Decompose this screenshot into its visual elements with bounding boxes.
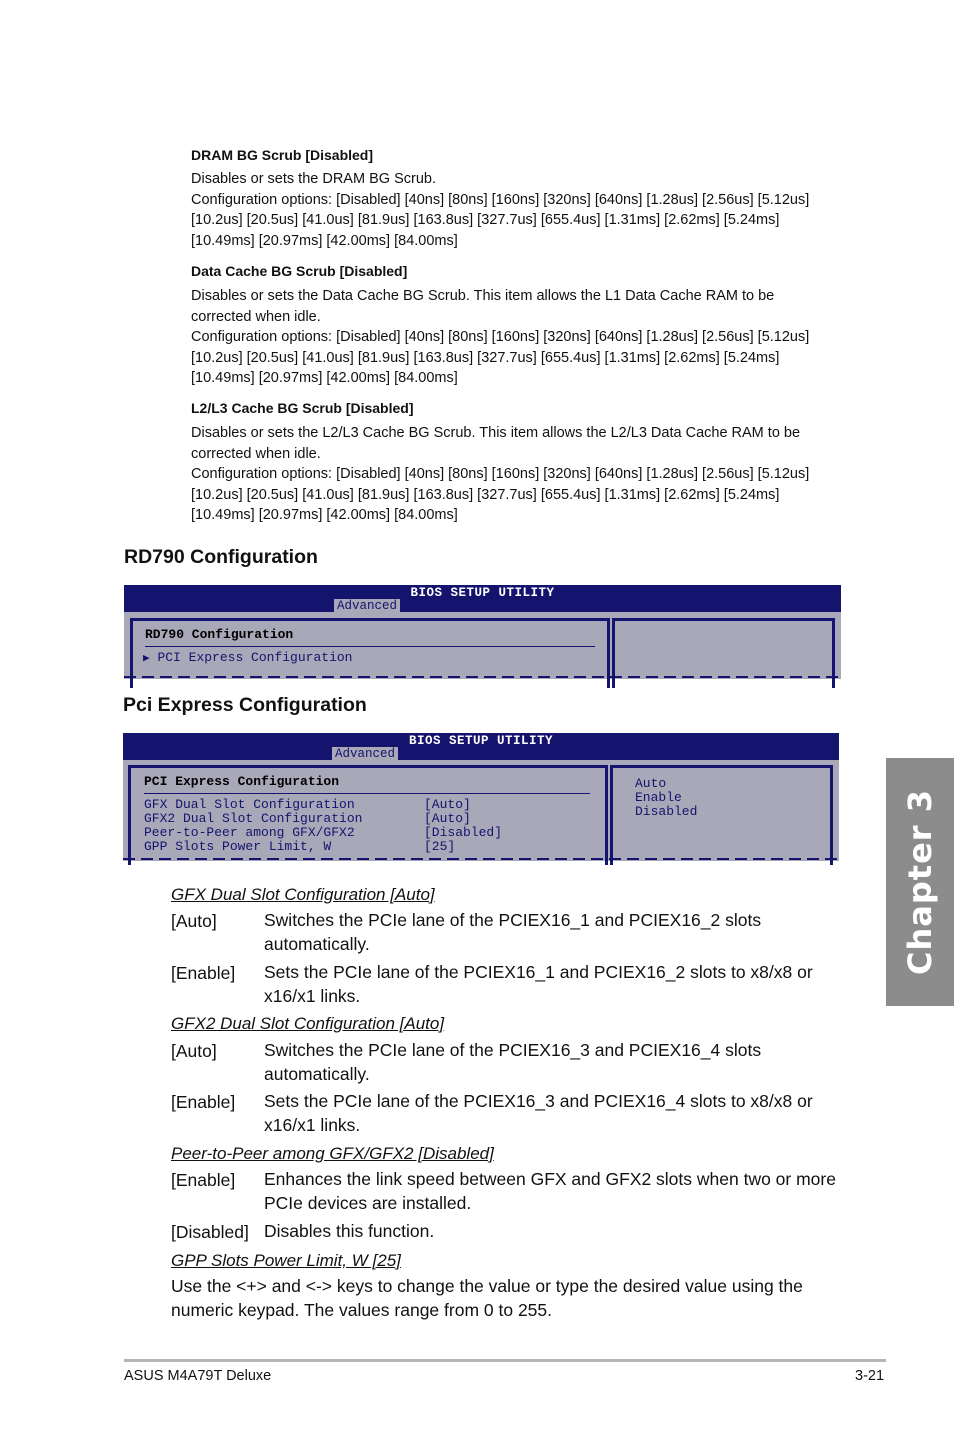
bios-setting-peer-to-peer[interactable] xyxy=(144,826,355,840)
bios-panel-title: PCI Express Configuration xyxy=(144,774,340,789)
tab-advanced[interactable]: Advanced xyxy=(334,599,400,613)
gpp-slots-power-limit-title: GPP Slots Power Limit, W [25] xyxy=(171,1251,401,1270)
option-description: Switches the PCIe lane of the PCIEX16_1 and PCIEX16_2 slots automatically. xyxy=(264,910,762,954)
footer-page-number: 3-21 xyxy=(855,1368,885,1384)
description-line: [10.49ms] [20.97ms] [42.00ms] [84.00ms] xyxy=(191,507,458,523)
bios-bottom-edge xyxy=(124,676,841,678)
footer-divider xyxy=(124,1359,886,1362)
option-description: Disables this function. xyxy=(264,1221,435,1241)
bios-panel-title: RD790 Configuration xyxy=(145,627,294,642)
dram-bg-scrub-description xyxy=(191,169,841,251)
peer-to-peer-title: Peer-to-Peer among GFX/GFX2 [Disabled] xyxy=(171,1144,494,1163)
bios-bottom-edge xyxy=(123,858,839,860)
description-line: Disables or sets the L2/L3 Cache BG Scrub. This item allows the L2/L3 Data Cache RAM to be xyxy=(191,425,801,441)
bios-setting-value[interactable]: [Auto] xyxy=(424,797,471,812)
description-line: corrected when idle. xyxy=(191,308,321,325)
bios-setting-value[interactable]: [Auto] xyxy=(424,811,471,826)
l2l3-cache-bg-scrub-description xyxy=(191,423,841,526)
option-key: [Auto] xyxy=(171,1041,217,1061)
bios-setting-value[interactable]: [Disabled] xyxy=(424,825,503,840)
bios-setting-gfx2-dual-slot[interactable] xyxy=(144,812,362,826)
tab-advanced[interactable]: Advanced xyxy=(332,747,398,761)
bios-option-disabled[interactable]: Disabled xyxy=(635,804,698,819)
description-line: [10.49ms] [20.97ms] [42.00ms] [84.00ms] xyxy=(191,370,458,386)
bios-title: BIOS SETUP UTILITY xyxy=(410,586,555,600)
data-cache-bg-scrub-description xyxy=(191,286,841,389)
pci-express-configuration-heading: Pci Express Configuration xyxy=(123,694,367,716)
setting-label: GFX Dual Slot Configuration xyxy=(144,797,355,812)
bios-main-panel xyxy=(128,765,608,865)
bios-option-auto[interactable]: Auto xyxy=(635,776,667,791)
option-description: Sets the PCIe lane of the PCIEX16_1 and PCIEX16_2 slots to x8/x8 or x16/x1 links. xyxy=(264,962,813,1006)
dram-bg-scrub-title: DRAM BG Scrub [Disabled] xyxy=(191,147,374,163)
bios-screen-rd790 xyxy=(124,585,841,679)
option-description: Switches the PCIe lane of the PCIEX16_3 and PCIEX16_4 slots automatically. xyxy=(264,1040,762,1084)
data-cache-bg-scrub-title: Data Cache BG Scrub [Disabled] xyxy=(191,263,408,279)
rd790-configuration-heading: RD790 Configuration xyxy=(124,546,318,568)
bios-submenu-item[interactable] xyxy=(143,651,352,667)
option-description: Enhances the link speed between GFX and GFX2 slots when two or more PCIe devices are installed. xyxy=(264,1169,836,1213)
description-line: [10.2us] [20.5us] [41.0us] [81.9us] [163.8us] [327.7us] [655.4us] [1.31ms] [2.62ms] [5.24ms] xyxy=(191,486,780,503)
submenu-arrow-icon: ▶ xyxy=(143,653,150,665)
setting-label: GFX2 Dual Slot Configuration xyxy=(144,811,363,826)
bios-title-bar xyxy=(123,733,839,760)
description-line: Configuration options: [Disabled] [40ns] [80ns] [160ns] [320ns] [640ns] [1.28us] [2.56us] [5.12us] xyxy=(191,191,810,208)
gfx2-dual-slot-title: GFX2 Dual Slot Configuration [Auto] xyxy=(171,1014,445,1033)
bios-title-bar xyxy=(124,585,841,612)
bios-setting-value[interactable]: [25] xyxy=(424,839,456,854)
l2l3-cache-bg-scrub-title: L2/L3 Cache BG Scrub [Disabled] xyxy=(191,400,414,416)
description-line: [10.2us] [20.5us] [41.0us] [81.9us] [163.8us] [327.7us] [655.4us] [1.31ms] [2.62ms] [5.24ms] xyxy=(191,349,780,366)
description-line: [10.49ms] [20.97ms] [42.00ms] [84.00ms] xyxy=(191,232,458,249)
gpp-description: Use the <+> and <-> keys to change the value or type the desired value using the numeric keypad. The values range from 0 to 255. xyxy=(171,1276,803,1320)
bios-title: BIOS SETUP UTILITY xyxy=(408,734,554,748)
description-line: [10.2us] [20.5us] [41.0us] [81.9us] [163.8us] [327.7us] [655.4us] [1.31ms] [2.62ms] [5.24ms] xyxy=(191,212,780,228)
option-key: [Enable] xyxy=(171,1170,236,1190)
description-line: Configuration options: [Disabled] [40ns] [80ns] [160ns] [320ns] [640ns] [1.28us] [2.56us] [5.12us] xyxy=(191,466,810,482)
gfx-dual-slot-title: GFX Dual Slot Configuration [Auto] xyxy=(171,885,435,904)
description-line: Disables or sets the DRAM BG Scrub. xyxy=(191,171,436,187)
description-line: Configuration options: [Disabled] [40ns] [80ns] [160ns] [320ns] [640ns] [1.28us] [2.56us] [5.12us] xyxy=(191,329,810,345)
option-key: [Auto] xyxy=(171,911,217,931)
bios-help-panel xyxy=(610,765,833,865)
setting-label: GPP Slots Power Limit, W xyxy=(144,839,332,854)
bios-screen-pci-express xyxy=(123,733,839,861)
bios-divider xyxy=(145,646,595,647)
footer-product-name: ASUS M4A79T Deluxe xyxy=(124,1368,272,1384)
description-line: corrected when idle. xyxy=(191,445,321,462)
chapter-label: Chapter 3 xyxy=(901,789,939,975)
option-description: Sets the PCIe lane of the PCIEX16_3 and PCIEX16_4 slots to x8/x8 or x16/x1 links. xyxy=(264,1091,813,1135)
option-key: [Disabled] xyxy=(171,1222,249,1242)
bios-setting-gpp-power-limit[interactable] xyxy=(144,840,331,854)
bios-setting-gfx-dual-slot[interactable] xyxy=(144,798,355,812)
bios-option-enable[interactable]: Enable xyxy=(635,790,682,805)
chapter-tab xyxy=(886,758,954,1006)
bios-divider xyxy=(144,793,590,794)
description-line: Disables or sets the Data Cache BG Scrub. This item allows the L1 Data Cache RAM to be xyxy=(191,288,775,304)
option-key: [Enable] xyxy=(171,963,236,983)
submenu-label: PCI Express Configuration xyxy=(157,650,353,665)
option-key: [Enable] xyxy=(171,1092,236,1112)
setting-label: Peer-to-Peer among GFX/GFX2 xyxy=(144,825,355,840)
